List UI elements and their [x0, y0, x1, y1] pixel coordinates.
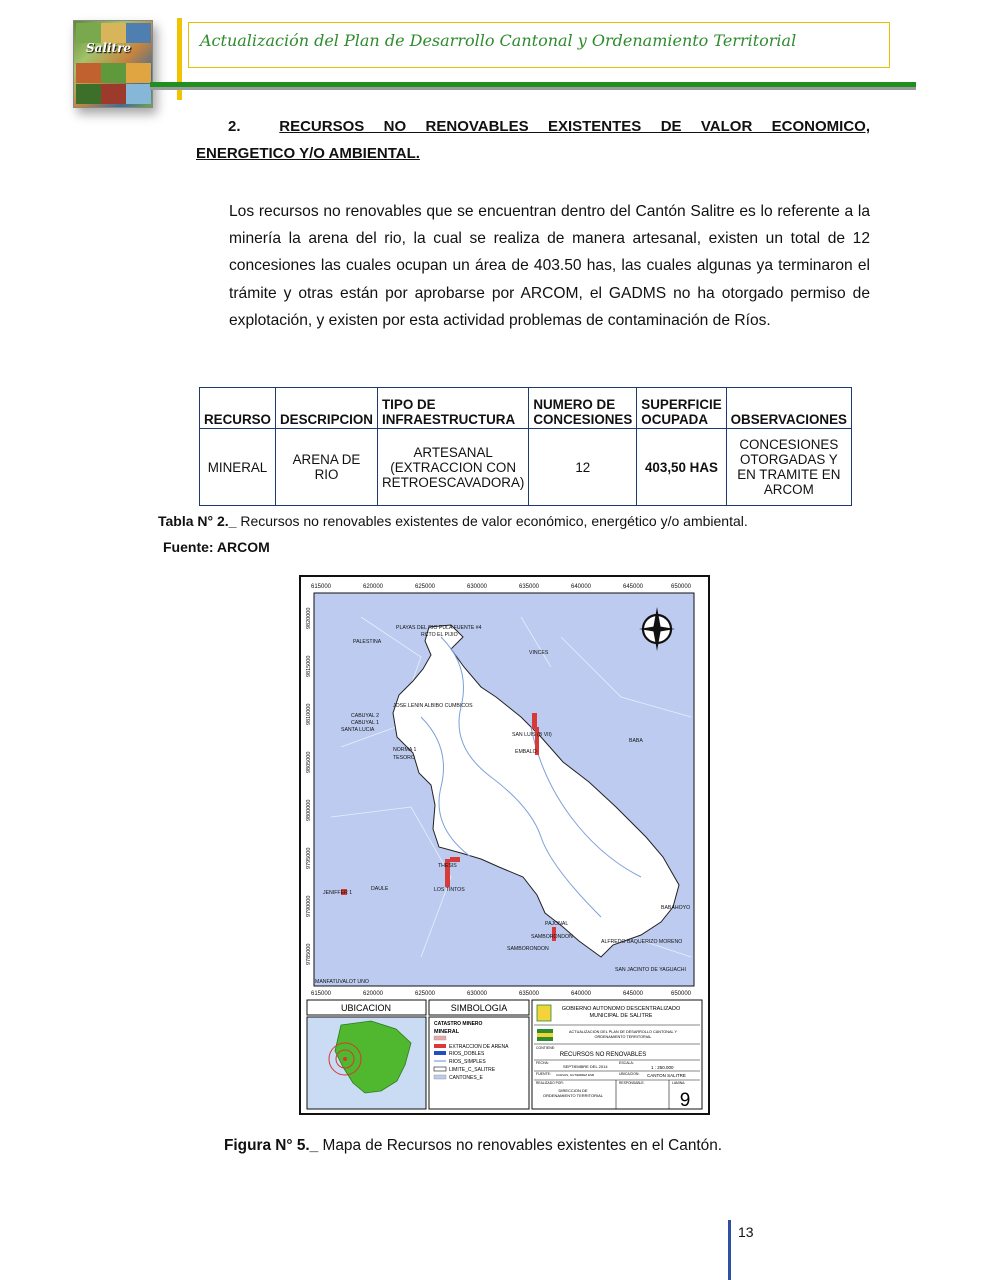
x-tick-label: 615000 [311, 991, 332, 997]
header-title: Actualización del Plan de Desarrollo Cantonal y Ordenamiento Territorial [200, 31, 797, 50]
place-label: LOS TINTOS [434, 887, 465, 893]
table-header-cell: SUPERFICIE OCUPADA [637, 388, 726, 429]
table-header-cell: DESCRIPCION [275, 388, 377, 429]
table-header-cell: TIPO DE INFRAESTRUCTURA [377, 388, 528, 429]
gov-title-line2: MUNICIPAL DE SALITRE [589, 1013, 653, 1019]
x-tick-label: 625000 [415, 991, 436, 997]
contiene-value: RECURSOS NO RENOVABLES [559, 1052, 647, 1058]
legend-swatch [434, 1051, 446, 1055]
place-label: RCTO EL PIJIO [421, 632, 458, 638]
section-heading-line2: ENERGETICO Y/O AMBIENTAL. [196, 145, 420, 162]
y-tick-label: 9805000 [306, 751, 312, 773]
section-heading-line1 [228, 118, 870, 135]
place-label: BABAHOYO [661, 905, 691, 911]
place-label: THESIS [438, 863, 457, 869]
plan-line1: ACTUALIZACION DEL PLAN DE DESARROLLO CANTONAL Y [568, 1030, 678, 1034]
table-header-cell: RECURSO [200, 388, 276, 429]
x-axis-ticks-bottom [311, 991, 692, 997]
place-label: SAMBORONDON [507, 946, 549, 952]
y-tick-label: 9800000 [306, 799, 312, 821]
ubicacion-value: CANTON SALITRE [647, 1073, 686, 1078]
gov-title-line1: GOBIERNO AUTONOMO DESCENTRALIZADO [561, 1006, 681, 1012]
table-cell: 12 [529, 429, 637, 506]
place-label: TESORO [393, 755, 415, 761]
place-label: DAULE [371, 886, 389, 892]
realizado-value2: ORDENAMIENTO TERRITORIAL [542, 1093, 604, 1098]
place-label: SAN JACINTO DE YAGUACHI [615, 967, 686, 973]
fecha-label: FECHA: [536, 1061, 549, 1065]
x-tick-label: 615000 [311, 584, 332, 590]
realizado-value1: DIRECCION DE [558, 1088, 588, 1093]
legend-item: RIOS_SIMPLES [449, 1059, 486, 1065]
y-tick-label: 9785000 [306, 943, 312, 965]
page-number-bar [728, 1220, 731, 1280]
y-axis-ticks [306, 608, 312, 965]
y-tick-label: 9815000 [306, 655, 312, 677]
place-label: JOSE LENIN ALBIBO CUMBICOS [393, 703, 473, 709]
place-label: BABA [629, 738, 643, 744]
x-tick-label: 635000 [519, 991, 540, 997]
escala-label: ESCALA: [619, 1061, 634, 1065]
resources-map [299, 575, 710, 1115]
section-heading-text: RECURSOS NO RENOVABLES EXISTENTES DE VALOR ECONOMICO, [279, 118, 870, 135]
table-cell: 403,50 HAS [637, 429, 726, 506]
x-axis-ticks-top [311, 584, 692, 590]
ubicacion-label: UBICACION: [619, 1072, 640, 1076]
x-tick-label: 650000 [671, 991, 692, 997]
header-rule-shadow [150, 87, 916, 90]
x-tick-label: 635000 [519, 584, 540, 590]
table-header-cell: NUMERO DE CONCESIONES [529, 388, 637, 429]
place-label: MANFATUVALOT UNO [315, 979, 369, 985]
table-header-row [200, 388, 852, 429]
salitre-logo [73, 20, 153, 108]
x-tick-label: 630000 [467, 991, 488, 997]
x-tick-label: 625000 [415, 584, 436, 590]
x-tick-label: 630000 [467, 584, 488, 590]
table-header-cell: OBSERVACIONES [726, 388, 851, 429]
place-label: VINCES [529, 650, 549, 656]
table-source: Fuente: ARCOM [163, 539, 270, 555]
legend-swatch [434, 1036, 446, 1040]
ubicacion-title: UBICACION [340, 1003, 392, 1013]
y-tick-label: 9795000 [306, 847, 312, 869]
map-bottom-panels [307, 1000, 702, 1111]
plan-line2: ORDENAMIENTO TERRITORIAL [594, 1035, 652, 1039]
fuente-label: FUENTE: [536, 1072, 551, 1076]
x-tick-label: 645000 [623, 991, 644, 997]
table-cell: MINERAL [200, 429, 276, 506]
table-caption-text: Recursos no renovables existentes de valor económico, energético y/o ambiental. [236, 513, 748, 529]
x-tick-label: 640000 [571, 584, 592, 590]
simbologia-title: SIMBOLOGIA [450, 1003, 508, 1013]
logo-text: Salitre [86, 41, 132, 55]
place-label: JENIFFER 1 [323, 890, 353, 896]
flag-icon [537, 1029, 553, 1033]
responsable-label: RESPONSABLE: [619, 1081, 645, 1085]
place-label: SAMBORONDON [531, 934, 573, 940]
lamina-label: LAMINA: [672, 1081, 686, 1085]
legend-swatch [434, 1075, 446, 1079]
table-row [200, 429, 852, 506]
place-label: PALESTINA [353, 639, 382, 645]
x-tick-label: 640000 [571, 991, 592, 997]
contiene-label: CONTIENE: [536, 1046, 556, 1050]
section-number: 2. [228, 118, 241, 135]
figure-caption [224, 1137, 722, 1155]
resources-table [199, 387, 852, 506]
legend-item: LIMITE_C_SALITRE [449, 1067, 496, 1073]
figure-caption-label: Figura N° 5._ [224, 1137, 319, 1154]
legend-item: RIOS_DOBLES [449, 1051, 485, 1057]
x-tick-label: 620000 [363, 584, 384, 590]
lamina-value: 9 [679, 1090, 691, 1111]
place-label: ALFREDO BAQUERIZO MORENO [601, 939, 683, 945]
place-label: EMBALO [515, 749, 537, 755]
table-cell: ARTESANAL (EXTRACCION CON RETROESCAVADORA) [377, 429, 528, 506]
table-caption [158, 513, 748, 529]
figure-caption-text: Mapa de Recursos no renovables existentes en el Cantón. [318, 1137, 723, 1154]
legend-item: EXTRACCION DE ARENA [449, 1044, 509, 1050]
legend-item: CANTONES_E [449, 1075, 483, 1081]
y-tick-label: 9810000 [306, 703, 312, 725]
fuente-value: CUEVAS, GUTIERREZ ESB [556, 1073, 594, 1077]
place-label: PLAYAS DEL RIO PULA FUENTE #4 [396, 625, 482, 631]
x-tick-label: 650000 [671, 584, 692, 590]
legend-swatch [434, 1067, 446, 1071]
place-label: CABUYAL 2 [351, 713, 379, 719]
page-number: 13 [738, 1224, 754, 1240]
x-tick-label: 645000 [623, 584, 644, 590]
place-label: SANTA LUCIA [341, 727, 375, 733]
legend-title: CATASTRO MINERO [434, 1021, 483, 1027]
map-svg [301, 577, 708, 1113]
x-tick-label: 620000 [363, 991, 384, 997]
table-cell: CONCESIONES OTORGADAS Y EN TRAMITE EN ARCOM [726, 429, 851, 506]
y-tick-label: 9790000 [306, 895, 312, 917]
table-cell: ARENA DE RIO [275, 429, 377, 506]
escala-value: 1 : 250.000 [651, 1065, 674, 1070]
body-paragraph: Los recursos no renovables que se encuentran dentro del Cantón Salitre es lo referente a la minería la arena del rio, la cual se realiza de manera artesanal, existen un total de 12 concesiones las cuales ocupan un área de 403.50 has, las cuales algunas ya terminaron el trámite y otras están por aprobarse por ARCOM, el GADMS no ha otorgado permiso de explotación, y existen por esta actividad problemas de contaminación de Ríos. [229, 203, 870, 329]
municipal-seal-icon [537, 1005, 551, 1021]
place-label: SAN LUIS (B VII) [512, 732, 552, 738]
place-label: PAJONAL [545, 921, 569, 927]
realizado-label: REALIZADO POR: [536, 1081, 564, 1085]
table-caption-label: Tabla N° 2._ [158, 513, 237, 529]
legend-subtitle: MINERAL [434, 1029, 460, 1035]
legend-swatch [434, 1044, 446, 1048]
place-label: CABUYAL 1 [351, 720, 379, 726]
y-tick-label: 9820000 [306, 607, 312, 629]
place-label: NORMA 1 [393, 747, 417, 753]
fecha-value: SEPTIEMBRE DEL 2014 [563, 1064, 608, 1069]
